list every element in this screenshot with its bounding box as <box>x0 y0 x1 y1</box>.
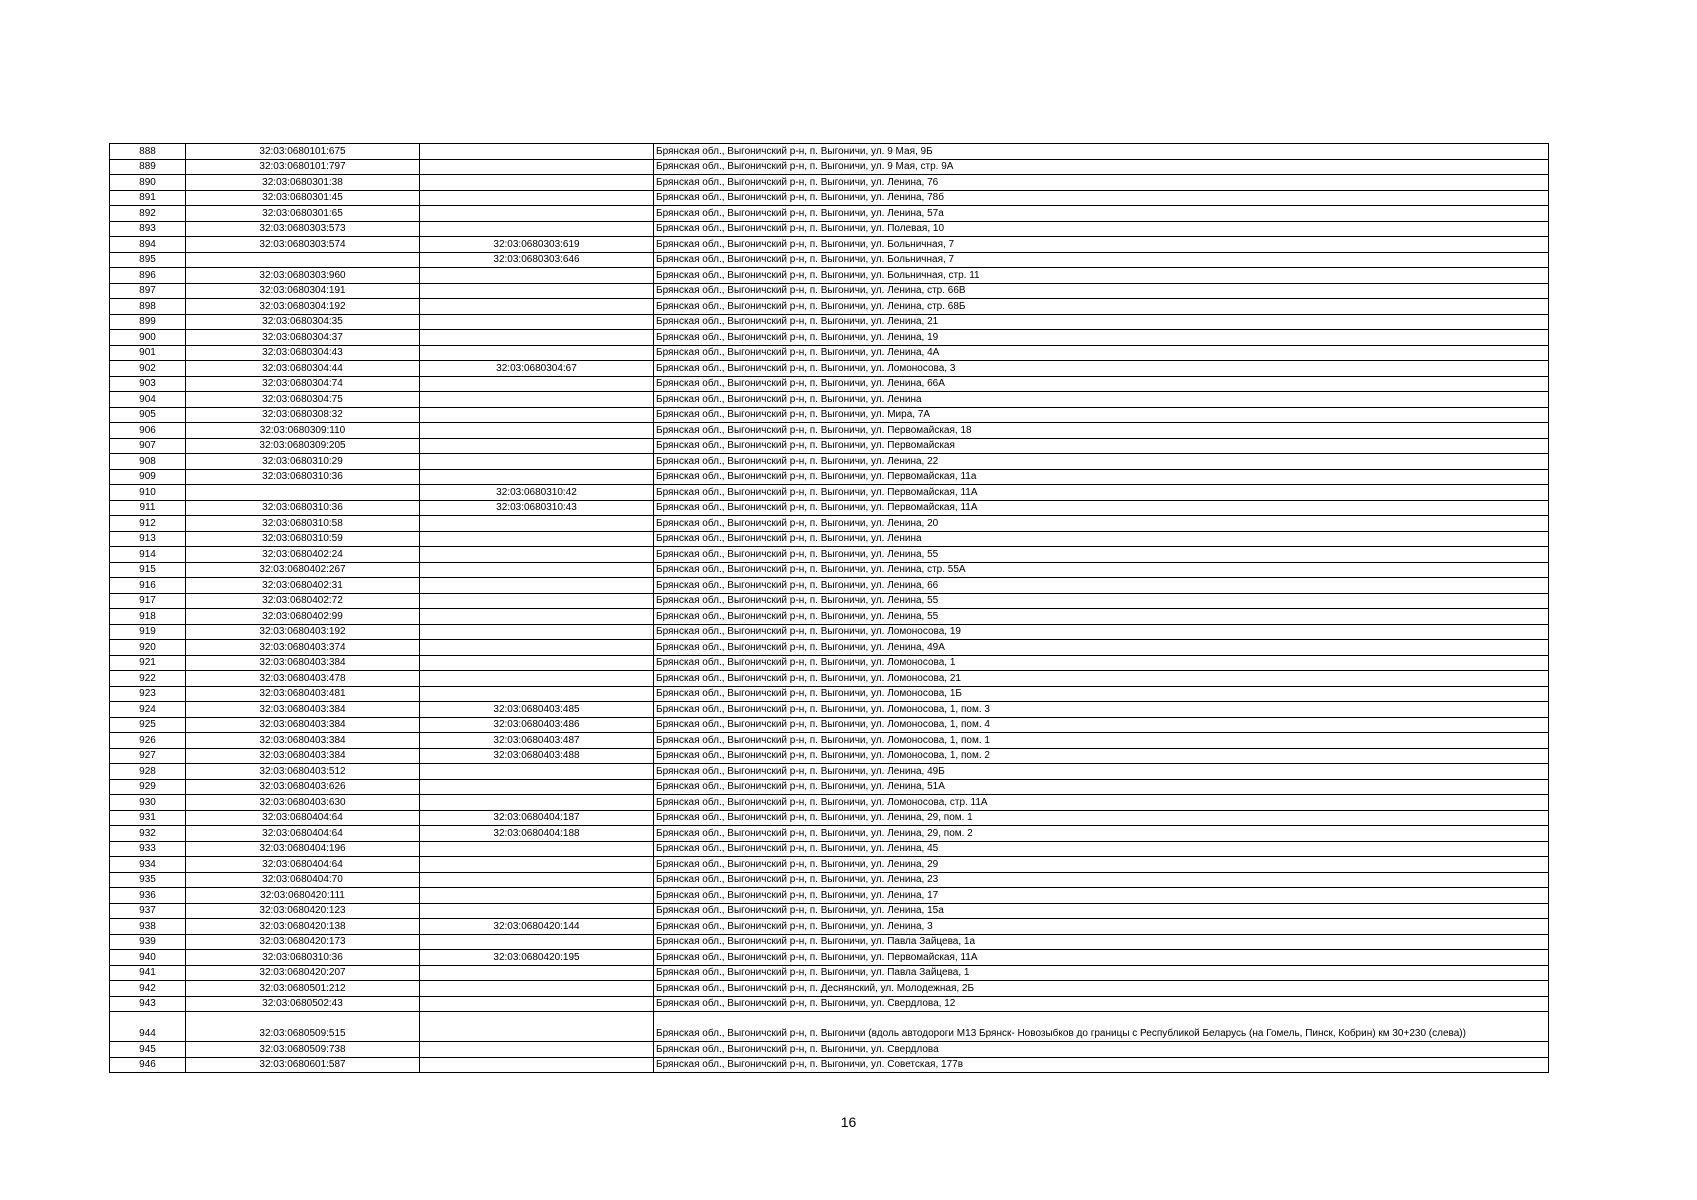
row-number-cell: 942 <box>110 981 186 997</box>
row-number-cell: 889 <box>110 159 186 175</box>
cadastral-number-cell: 32:03:0680301:45 <box>186 190 420 206</box>
row-number-cell: 907 <box>110 438 186 454</box>
table-row <box>110 795 1549 811</box>
address-cell: Брянская обл., Выгоничский р-н, п. Выгоничи, ул. Ленина, 49А <box>654 640 1549 656</box>
row-number-cell: 897 <box>110 283 186 299</box>
row-number-cell: 923 <box>110 686 186 702</box>
row-number-cell: 912 <box>110 516 186 532</box>
related-cadastral-number-cell: 32:03:0680420:144 <box>420 919 654 935</box>
table-row <box>110 841 1549 857</box>
cadastral-number-cell: 32:03:0680403:384 <box>186 733 420 749</box>
row-number-cell: 922 <box>110 671 186 687</box>
related-cadastral-number-cell <box>420 221 654 237</box>
address-cell: Брянская обл., Выгоничский р-н, п. Выгоничи, ул. Ленина, 15а <box>654 903 1549 919</box>
cadastral-number-cell: 32:03:0680404:64 <box>186 857 420 873</box>
address-cell: Брянская обл., Выгоничский р-н, п. Выгоничи, ул. Ломоносова, 3 <box>654 361 1549 377</box>
cadastral-number-cell: 32:03:0680403:478 <box>186 671 420 687</box>
row-number-cell: 917 <box>110 593 186 609</box>
address-cell: Брянская обл., Выгоничский р-н, п. Выгоничи, ул. Ленина, 23 <box>654 872 1549 888</box>
table-row <box>110 779 1549 795</box>
table-row <box>110 578 1549 594</box>
address-cell: Брянская обл., Выгоничский р-н, п. Выгоничи, ул. Ломоносова, 1 <box>654 655 1549 671</box>
address-cell: Брянская обл., Выгоничский р-н, п. Выгоничи, ул. Ленина, 49Б <box>654 764 1549 780</box>
table-row <box>110 237 1549 253</box>
related-cadastral-number-cell <box>420 159 654 175</box>
table-row <box>110 314 1549 330</box>
row-number-cell: 926 <box>110 733 186 749</box>
row-number-cell: 930 <box>110 795 186 811</box>
cadastral-number-cell: 32:03:0680420:207 <box>186 965 420 981</box>
address-cell: Брянская обл., Выгоничский р-н, п. Выгоничи, ул. Ленина, 29, пом. 1 <box>654 810 1549 826</box>
cadastral-number-cell: 32:03:0680404:196 <box>186 841 420 857</box>
address-cell: Брянская обл., Выгоничский р-н, п. Выгоничи, ул. Ломоносова, стр. 11А <box>654 795 1549 811</box>
row-number-cell: 940 <box>110 950 186 966</box>
related-cadastral-number-cell: 32:03:0680403:488 <box>420 748 654 764</box>
related-cadastral-number-cell: 32:03:0680404:188 <box>420 826 654 842</box>
row-number-cell: 888 <box>110 144 186 160</box>
table-row <box>110 764 1549 780</box>
cadastral-number-cell: 32:03:0680601:587 <box>186 1057 420 1073</box>
cadastral-number-cell: 32:03:0680404:64 <box>186 826 420 842</box>
address-cell: Брянская обл., Выгоничский р-н, п. Выгоничи, ул. Первомайская, 11А <box>654 485 1549 501</box>
related-cadastral-number-cell <box>420 857 654 873</box>
row-number-cell: 924 <box>110 702 186 718</box>
related-cadastral-number-cell <box>420 175 654 191</box>
cadastral-number-cell: 32:03:0680403:630 <box>186 795 420 811</box>
address-cell: Брянская обл., Выгоничский р-н, п. Выгоничи, ул. Ленина, 29 <box>654 857 1549 873</box>
row-number-cell: 911 <box>110 500 186 516</box>
table-row <box>110 190 1549 206</box>
table-row <box>110 562 1549 578</box>
cadastral-number-cell: 32:03:0680304:37 <box>186 330 420 346</box>
related-cadastral-number-cell: 32:03:0680303:646 <box>420 252 654 268</box>
cadastral-number-cell: 32:03:0680404:64 <box>186 810 420 826</box>
cadastral-number-cell: 32:03:0680308:32 <box>186 407 420 423</box>
row-number-cell: 934 <box>110 857 186 873</box>
row-number-cell: 905 <box>110 407 186 423</box>
address-cell: Брянская обл., Выгоничский р-н, п. Выгоничи, ул. Мира, 7А <box>654 407 1549 423</box>
table-row <box>110 345 1549 361</box>
row-number-cell: 919 <box>110 624 186 640</box>
row-number-cell: 899 <box>110 314 186 330</box>
table-row <box>110 919 1549 935</box>
related-cadastral-number-cell <box>420 516 654 532</box>
table-row <box>110 423 1549 439</box>
page-number: 16 <box>840 1114 857 1130</box>
address-cell: Брянская обл., Выгоничский р-н, п. Выгоничи, ул. Павла Зайцева, 1 <box>654 965 1549 981</box>
row-number-cell: 908 <box>110 454 186 470</box>
cadastral-number-cell: 32:03:0680310:36 <box>186 500 420 516</box>
table-row <box>110 888 1549 904</box>
address-cell: Брянская обл., Выгоничский р-н, п. Выгоничи, ул. Павла Зайцева, 1а <box>654 934 1549 950</box>
related-cadastral-number-cell <box>420 1042 654 1058</box>
related-cadastral-number-cell <box>420 392 654 408</box>
table-row <box>110 950 1549 966</box>
related-cadastral-number-cell <box>420 686 654 702</box>
row-number-cell: 932 <box>110 826 186 842</box>
related-cadastral-number-cell <box>420 206 654 222</box>
cadastral-number-cell: 32:03:0680303:574 <box>186 237 420 253</box>
related-cadastral-number-cell: 32:03:0680404:187 <box>420 810 654 826</box>
row-number-cell: 892 <box>110 206 186 222</box>
cadastral-number-cell: 32:03:0680403:512 <box>186 764 420 780</box>
row-number-cell: 937 <box>110 903 186 919</box>
address-cell: Брянская обл., Выгоничский р-н, п. Выгоничи, ул. Ленина, 19 <box>654 330 1549 346</box>
table-row <box>110 609 1549 625</box>
row-number-cell: 928 <box>110 764 186 780</box>
address-cell: Брянская обл., Выгоничский р-н, п. Выгоничи, ул. Ленина, 17 <box>654 888 1549 904</box>
address-cell: Брянская обл., Выгоничский р-н, п. Выгоничи, ул. Ленина <box>654 531 1549 547</box>
address-cell: Брянская обл., Выгоничский р-н, п. Выгоничи, ул. Первомайская, 11а <box>654 469 1549 485</box>
cadastral-number-cell: 32:03:0680304:43 <box>186 345 420 361</box>
address-cell: Брянская обл., Выгоничский р-н, п. Выгоничи, ул. Ломоносова, 19 <box>654 624 1549 640</box>
table-row <box>110 283 1549 299</box>
row-number-cell: 925 <box>110 717 186 733</box>
row-number-cell: 893 <box>110 221 186 237</box>
table-row <box>110 655 1549 671</box>
related-cadastral-number-cell <box>420 795 654 811</box>
table-row <box>110 1057 1549 1073</box>
row-number-cell: 931 <box>110 810 186 826</box>
cadastral-number-cell: 32:03:0680310:59 <box>186 531 420 547</box>
table-row <box>110 252 1549 268</box>
cadastral-number-cell: 32:03:0680310:29 <box>186 454 420 470</box>
cadastral-number-cell: 32:03:0680509:738 <box>186 1042 420 1058</box>
table-row <box>110 1012 1549 1042</box>
cadastral-number-cell: 32:03:0680304:74 <box>186 376 420 392</box>
table-row <box>110 810 1549 826</box>
address-cell: Брянская обл., Выгоничский р-н, п. Выгоничи, ул. Ленина, 20 <box>654 516 1549 532</box>
cadastral-number-cell: 32:03:0680304:191 <box>186 283 420 299</box>
related-cadastral-number-cell <box>420 376 654 392</box>
table-row <box>110 981 1549 997</box>
row-number-cell: 916 <box>110 578 186 594</box>
related-cadastral-number-cell: 32:03:0680403:485 <box>420 702 654 718</box>
address-cell: Брянская обл., Выгоничский р-н, п. Выгоничи, ул. Ленина, 55 <box>654 609 1549 625</box>
table-row <box>110 857 1549 873</box>
cadastral-number-cell: 32:03:0680420:123 <box>186 903 420 919</box>
address-cell: Брянская обл., Выгоничский р-н, п. Выгоничи, ул. 9 Мая, стр. 9А <box>654 159 1549 175</box>
cadastral-number-cell: 32:03:0680420:111 <box>186 888 420 904</box>
related-cadastral-number-cell <box>420 1057 654 1073</box>
table-row <box>110 159 1549 175</box>
related-cadastral-number-cell <box>420 314 654 330</box>
row-number-cell: 898 <box>110 299 186 315</box>
table-row <box>110 872 1549 888</box>
address-cell: Брянская обл., Выгоничский р-н, п. Выгоничи (вдоль автодороги М13 Брянск- Новозыбков до границы с Республикой Беларусь (на Гомель, Пинск, Кобрин) км 30+230 (слева)) <box>654 1012 1549 1042</box>
table-row <box>110 996 1549 1012</box>
address-cell: Брянская обл., Выгоничский р-н, п. Выгоничи, ул. Ломоносова, 21 <box>654 671 1549 687</box>
table-row <box>110 330 1549 346</box>
cadastral-number-cell: 32:03:0680403:192 <box>186 624 420 640</box>
related-cadastral-number-cell: 32:03:0680403:487 <box>420 733 654 749</box>
cadastral-number-cell: 32:03:0680403:626 <box>186 779 420 795</box>
table-row <box>110 702 1549 718</box>
related-cadastral-number-cell <box>420 407 654 423</box>
address-cell: Брянская обл., Выгоничский р-н, п. Выгоничи, ул. Ленина, 55 <box>654 593 1549 609</box>
address-cell: Брянская обл., Выгоничский р-н, п. Выгоничи, ул. Ломоносова, 1, пом. 2 <box>654 748 1549 764</box>
table-row <box>110 624 1549 640</box>
cadastral-number-cell: 32:03:0680402:24 <box>186 547 420 563</box>
address-cell: Брянская обл., Выгоничский р-н, п. Выгоничи, ул. Ломоносова, 1Б <box>654 686 1549 702</box>
row-number-cell: 896 <box>110 268 186 284</box>
address-cell: Брянская обл., Выгоничский р-н, п. Выгоничи, ул. Больничная, 7 <box>654 237 1549 253</box>
row-number-cell: 913 <box>110 531 186 547</box>
row-number-cell: 894 <box>110 237 186 253</box>
address-cell: Брянская обл., Выгоничский р-н, п. Выгоничи, ул. Свердлова <box>654 1042 1549 1058</box>
cadastral-number-cell: 32:03:0680304:192 <box>186 299 420 315</box>
row-number-cell: 918 <box>110 609 186 625</box>
cadastral-number-cell: 32:03:0680402:267 <box>186 562 420 578</box>
table-row <box>110 686 1549 702</box>
related-cadastral-number-cell: 32:03:0680310:42 <box>420 485 654 501</box>
cadastral-number-cell: 32:03:0680101:675 <box>186 144 420 160</box>
related-cadastral-number-cell <box>420 981 654 997</box>
related-cadastral-number-cell <box>420 609 654 625</box>
table-row <box>110 438 1549 454</box>
property-table <box>109 143 1549 1073</box>
cadastral-number-cell: 32:03:0680501:212 <box>186 981 420 997</box>
related-cadastral-number-cell <box>420 903 654 919</box>
related-cadastral-number-cell <box>420 562 654 578</box>
row-number-cell: 891 <box>110 190 186 206</box>
cadastral-number-cell: 32:03:0680403:384 <box>186 748 420 764</box>
table-row <box>110 221 1549 237</box>
row-number-cell: 944 <box>110 1012 186 1042</box>
table-row <box>110 826 1549 842</box>
row-number-cell: 920 <box>110 640 186 656</box>
row-number-cell: 904 <box>110 392 186 408</box>
cadastral-number-cell: 32:03:0680304:44 <box>186 361 420 377</box>
row-number-cell: 909 <box>110 469 186 485</box>
address-cell: Брянская обл., Выгоничский р-н, п. Выгоничи, ул. Полевая, 10 <box>654 221 1549 237</box>
address-cell: Брянская обл., Выгоничский р-н, п. Выгоничи, ул. Ленина, 22 <box>654 454 1549 470</box>
cadastral-number-cell: 32:03:0680310:36 <box>186 469 420 485</box>
cadastral-number-cell: 32:03:0680403:384 <box>186 655 420 671</box>
table-row <box>110 717 1549 733</box>
row-number-cell: 906 <box>110 423 186 439</box>
cadastral-number-cell: 32:03:0680101:797 <box>186 159 420 175</box>
table-row <box>110 733 1549 749</box>
table-row <box>110 469 1549 485</box>
table-row <box>110 454 1549 470</box>
related-cadastral-number-cell <box>420 841 654 857</box>
table-row <box>110 748 1549 764</box>
cadastral-number-cell: 32:03:0680303:960 <box>186 268 420 284</box>
row-number-cell: 901 <box>110 345 186 361</box>
table-row <box>110 1042 1549 1058</box>
row-number-cell: 895 <box>110 252 186 268</box>
address-cell: Брянская обл., Выгоничский р-н, п. Выгоничи, ул. Ленина, 29, пом. 2 <box>654 826 1549 842</box>
row-number-cell: 938 <box>110 919 186 935</box>
address-cell: Брянская обл., Выгоничский р-н, п. Выгоничи, ул. 9 Мая, 9Б <box>654 144 1549 160</box>
table-row <box>110 392 1549 408</box>
cadastral-number-cell: 32:03:0680403:481 <box>186 686 420 702</box>
address-cell: Брянская обл., Выгоничский р-н, п. Выгоничи, ул. Первомайская, 11А <box>654 950 1549 966</box>
address-cell: Брянская обл., Выгоничский р-н, п. Выгоничи, ул. Ленина, стр. 68Б <box>654 299 1549 315</box>
related-cadastral-number-cell <box>420 578 654 594</box>
row-number-cell: 914 <box>110 547 186 563</box>
table-row <box>110 299 1549 315</box>
row-number-cell: 933 <box>110 841 186 857</box>
related-cadastral-number-cell <box>420 144 654 160</box>
table-row <box>110 144 1549 160</box>
table-row <box>110 965 1549 981</box>
row-number-cell: 941 <box>110 965 186 981</box>
address-cell: Брянская обл., Выгоничский р-н, п. Выгоничи, ул. Ленина, 78б <box>654 190 1549 206</box>
related-cadastral-number-cell <box>420 872 654 888</box>
related-cadastral-number-cell: 32:03:0680420:195 <box>420 950 654 966</box>
related-cadastral-number-cell <box>420 190 654 206</box>
address-cell: Брянская обл., Выгоничский р-н, п. Выгоничи, ул. Ленина, 3 <box>654 919 1549 935</box>
related-cadastral-number-cell <box>420 423 654 439</box>
table-row <box>110 268 1549 284</box>
cadastral-number-cell: 32:03:0680403:384 <box>186 702 420 718</box>
address-cell: Брянская обл., Выгоничский р-н, п. Выгоничи, ул. Ленина, 51А <box>654 779 1549 795</box>
related-cadastral-number-cell <box>420 1012 654 1042</box>
related-cadastral-number-cell: 32:03:0680310:43 <box>420 500 654 516</box>
row-number-cell: 910 <box>110 485 186 501</box>
table-row <box>110 407 1549 423</box>
related-cadastral-number-cell <box>420 283 654 299</box>
cadastral-number-cell: 32:03:0680301:38 <box>186 175 420 191</box>
cadastral-number-cell: 32:03:0680301:65 <box>186 206 420 222</box>
table-row <box>110 500 1549 516</box>
table-row <box>110 206 1549 222</box>
related-cadastral-number-cell <box>420 345 654 361</box>
related-cadastral-number-cell <box>420 764 654 780</box>
table-row <box>110 485 1549 501</box>
address-cell: Брянская обл., Выгоничский р-н, п. Выгоничи, ул. Первомайская, 11А <box>654 500 1549 516</box>
related-cadastral-number-cell <box>420 454 654 470</box>
address-cell: Брянская обл., Выгоничский р-н, п. Выгоничи, ул. Ленина, 76 <box>654 175 1549 191</box>
row-number-cell: 935 <box>110 872 186 888</box>
related-cadastral-number-cell <box>420 996 654 1012</box>
address-cell: Брянская обл., Выгоничский р-н, п. Выгоничи, ул. Свердлова, 12 <box>654 996 1549 1012</box>
table-row <box>110 175 1549 191</box>
row-number-cell: 902 <box>110 361 186 377</box>
cadastral-number-cell: 32:03:0680310:36 <box>186 950 420 966</box>
cadastral-number-cell: 32:03:0680420:173 <box>186 934 420 950</box>
address-cell: Брянская обл., Выгоничский р-н, п. Выгоничи, ул. Больничная, 7 <box>654 252 1549 268</box>
table-row <box>110 516 1549 532</box>
table-row <box>110 376 1549 392</box>
address-cell: Брянская обл., Выгоничский р-н, п. Выгоничи, ул. Первомайская <box>654 438 1549 454</box>
related-cadastral-number-cell <box>420 469 654 485</box>
row-number-cell: 945 <box>110 1042 186 1058</box>
related-cadastral-number-cell: 32:03:0680403:486 <box>420 717 654 733</box>
cadastral-number-cell <box>186 485 420 501</box>
row-number-cell: 890 <box>110 175 186 191</box>
address-cell: Брянская обл., Выгоничский р-н, п. Выгоничи, ул. Ленина, стр. 55А <box>654 562 1549 578</box>
related-cadastral-number-cell <box>420 268 654 284</box>
table-body <box>110 144 1549 1073</box>
cadastral-number-cell: 32:03:0680304:75 <box>186 392 420 408</box>
related-cadastral-number-cell <box>420 547 654 563</box>
address-cell: Брянская обл., Выгоничский р-н, п. Выгоничи, ул. Ленина, 66 <box>654 578 1549 594</box>
address-cell: Брянская обл., Выгоничский р-н, п. Выгоничи, ул. Ленина <box>654 392 1549 408</box>
address-cell: Брянская обл., Выгоничский р-н, п. Выгоничи, ул. Ленина, 45 <box>654 841 1549 857</box>
related-cadastral-number-cell <box>420 531 654 547</box>
table-row <box>110 934 1549 950</box>
table-row <box>110 547 1549 563</box>
table-row <box>110 903 1549 919</box>
cadastral-number-cell: 32:03:0680309:205 <box>186 438 420 454</box>
related-cadastral-number-cell <box>420 640 654 656</box>
related-cadastral-number-cell: 32:03:0680304:67 <box>420 361 654 377</box>
table-row <box>110 361 1549 377</box>
cadastral-number-cell: 32:03:0680402:31 <box>186 578 420 594</box>
address-cell: Брянская обл., Выгоничский р-н, п. Выгоничи, ул. Ленина, 21 <box>654 314 1549 330</box>
cadastral-number-cell: 32:03:0680420:138 <box>186 919 420 935</box>
cadastral-number-cell: 32:03:0680304:35 <box>186 314 420 330</box>
cadastral-number-cell: 32:03:0680509:515 <box>186 1012 420 1042</box>
row-number-cell: 929 <box>110 779 186 795</box>
address-cell: Брянская обл., Выгоничский р-н, п. Выгоничи, ул. Ленина, 57а <box>654 206 1549 222</box>
cadastral-number-cell: 32:03:0680502:43 <box>186 996 420 1012</box>
table-row <box>110 593 1549 609</box>
address-cell: Брянская обл., Выгоничский р-н, п. Выгоничи, ул. Ленина, стр. 66В <box>654 283 1549 299</box>
cadastral-number-cell: 32:03:0680309:110 <box>186 423 420 439</box>
row-number-cell: 927 <box>110 748 186 764</box>
address-cell: Брянская обл., Выгоничский р-н, п. Выгоничи, ул. Ломоносова, 1, пом. 4 <box>654 717 1549 733</box>
row-number-cell: 921 <box>110 655 186 671</box>
address-cell: Брянская обл., Выгоничский р-н, п. Деснянский, ул. Молодежная, 2Б <box>654 981 1549 997</box>
cadastral-number-cell <box>186 252 420 268</box>
cadastral-number-cell: 32:03:0680402:72 <box>186 593 420 609</box>
related-cadastral-number-cell <box>420 299 654 315</box>
address-cell: Брянская обл., Выгоничский р-н, п. Выгоничи, ул. Ленина, 66А <box>654 376 1549 392</box>
cadastral-number-cell: 32:03:0680303:573 <box>186 221 420 237</box>
row-number-cell: 915 <box>110 562 186 578</box>
row-number-cell: 946 <box>110 1057 186 1073</box>
address-cell: Брянская обл., Выгоничский р-н, п. Выгоничи, ул. Первомайская, 18 <box>654 423 1549 439</box>
row-number-cell: 900 <box>110 330 186 346</box>
cadastral-number-cell: 32:03:0680310:58 <box>186 516 420 532</box>
related-cadastral-number-cell <box>420 624 654 640</box>
related-cadastral-number-cell <box>420 779 654 795</box>
cadastral-number-cell: 32:03:0680404:70 <box>186 872 420 888</box>
related-cadastral-number-cell <box>420 330 654 346</box>
row-number-cell: 939 <box>110 934 186 950</box>
related-cadastral-number-cell <box>420 888 654 904</box>
row-number-cell: 936 <box>110 888 186 904</box>
address-cell: Брянская обл., Выгоничский р-н, п. Выгоничи, ул. Ленина, 55 <box>654 547 1549 563</box>
related-cadastral-number-cell <box>420 671 654 687</box>
related-cadastral-number-cell <box>420 965 654 981</box>
related-cadastral-number-cell <box>420 593 654 609</box>
table-row <box>110 531 1549 547</box>
cadastral-number-cell: 32:03:0680403:374 <box>186 640 420 656</box>
cadastral-number-cell: 32:03:0680403:384 <box>186 717 420 733</box>
cadastral-number-cell: 32:03:0680402:99 <box>186 609 420 625</box>
related-cadastral-number-cell: 32:03:0680303:619 <box>420 237 654 253</box>
address-cell: Брянская обл., Выгоничский р-н, п. Выгоничи, ул. Ломоносова, 1, пом. 3 <box>654 702 1549 718</box>
table-row <box>110 671 1549 687</box>
related-cadastral-number-cell <box>420 934 654 950</box>
row-number-cell: 943 <box>110 996 186 1012</box>
address-cell: Брянская обл., Выгоничский р-н, п. Выгоничи, ул. Ленина, 4А <box>654 345 1549 361</box>
related-cadastral-number-cell <box>420 438 654 454</box>
address-cell: Брянская обл., Выгоничский р-н, п. Выгоничи, ул. Советская, 177в <box>654 1057 1549 1073</box>
related-cadastral-number-cell <box>420 655 654 671</box>
table-row <box>110 640 1549 656</box>
address-cell: Брянская обл., Выгоничский р-н, п. Выгоничи, ул. Ломоносова, 1, пом. 1 <box>654 733 1549 749</box>
address-cell: Брянская обл., Выгоничский р-н, п. Выгоничи, ул. Больничная, стр. 11 <box>654 268 1549 284</box>
row-number-cell: 903 <box>110 376 186 392</box>
